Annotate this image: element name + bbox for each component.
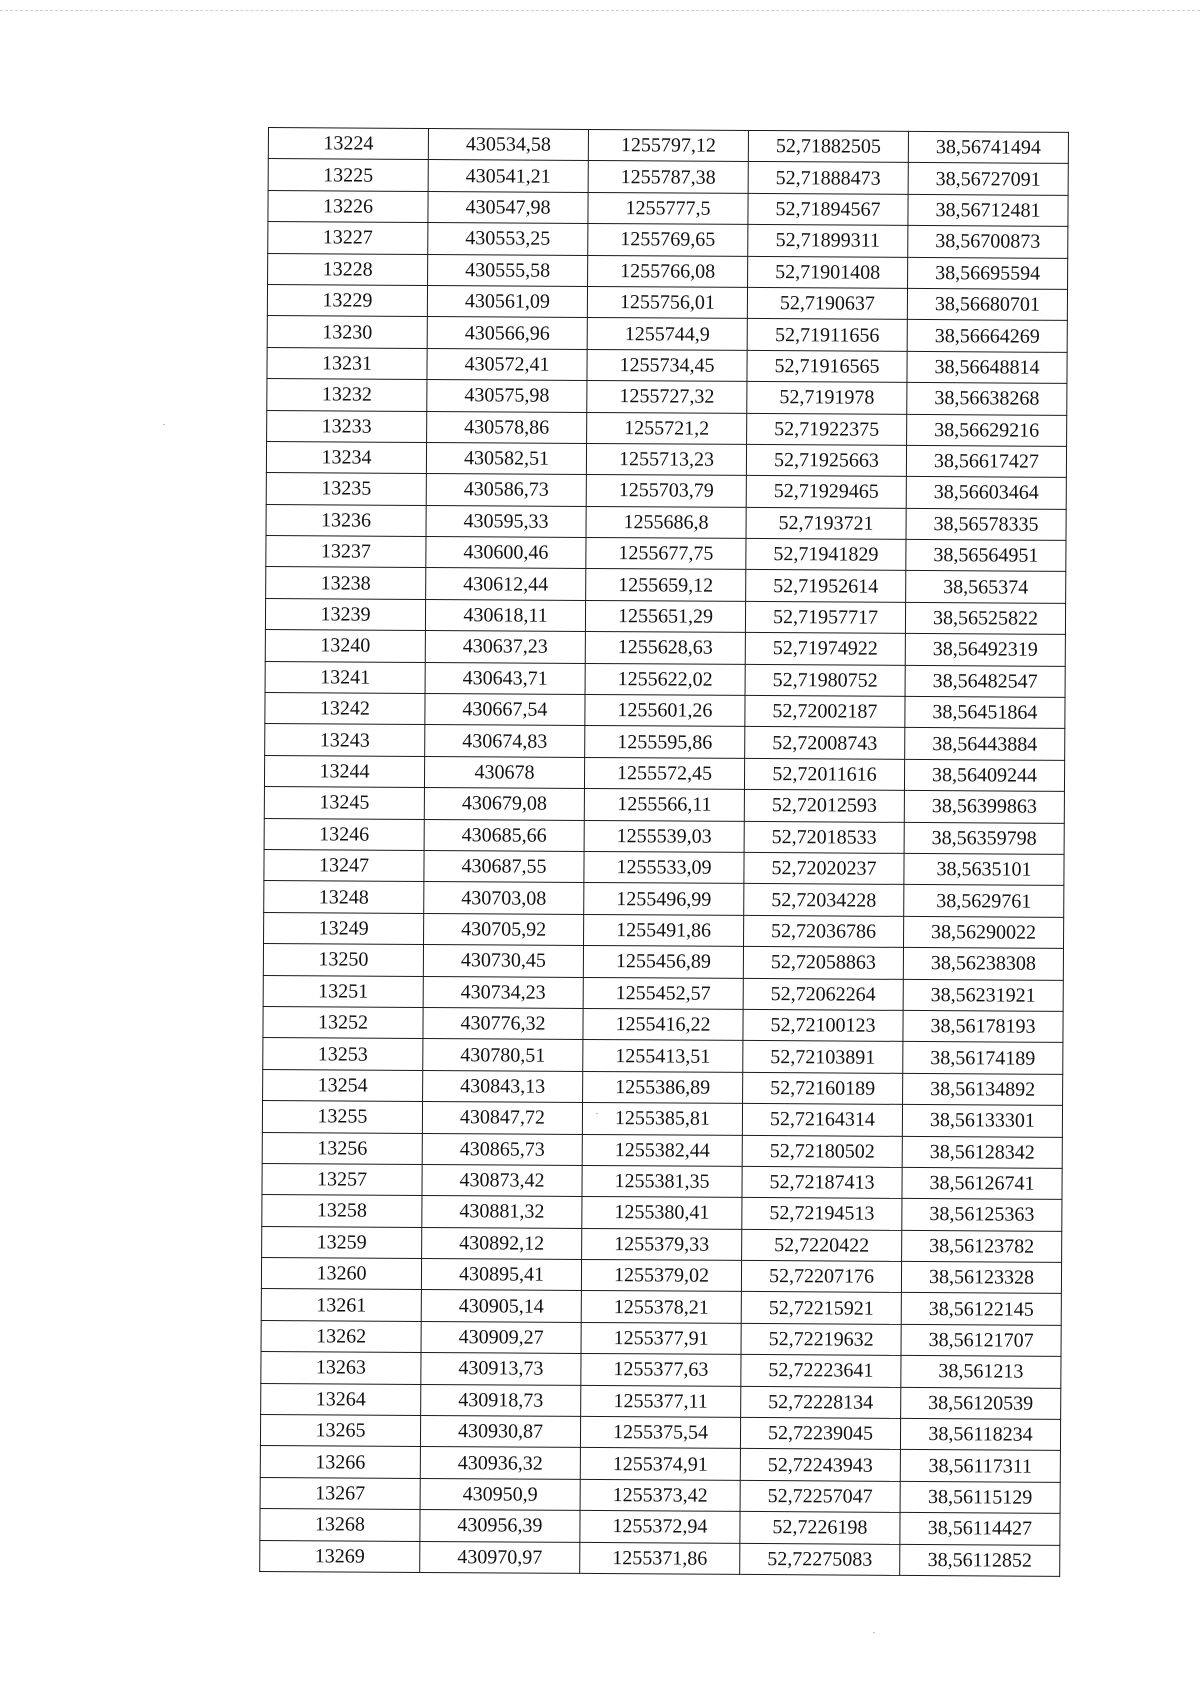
x-coordinate-cell: 430687,55 (424, 850, 584, 882)
x-coordinate-cell: 430667,54 (425, 694, 585, 726)
latitude-cell: 52,72062264 (743, 978, 903, 1010)
latitude-cell: 52,72011616 (744, 758, 904, 790)
table-row (260, 1477, 1060, 1513)
x-coordinate-cell: 430881,32 (422, 1196, 582, 1228)
longitude-cell: 38,56564951 (906, 539, 1066, 571)
point-number-cell: 13233 (267, 410, 427, 442)
latitude-cell: 52,72034228 (744, 884, 904, 916)
x-coordinate-cell: 430678 (424, 756, 584, 788)
point-number-cell: 13230 (267, 316, 427, 348)
point-number-cell: 13238 (266, 567, 426, 599)
y-coordinate-cell: 1255734,45 (587, 349, 747, 381)
y-coordinate-cell: 1255628,63 (585, 632, 745, 664)
y-coordinate-cell: 1255533,09 (584, 851, 744, 883)
table-row (261, 1258, 1061, 1294)
x-coordinate-cell: 430703,08 (424, 882, 584, 914)
point-number-cell: 13252 (263, 1006, 423, 1038)
longitude-cell: 38,56695594 (908, 257, 1068, 289)
latitude-cell: 52,71894567 (748, 193, 908, 225)
latitude-cell: 52,71952614 (746, 570, 906, 602)
x-coordinate-cell: 430637,23 (425, 631, 585, 663)
y-coordinate-cell: 1255622,02 (585, 663, 745, 695)
longitude-cell: 38,56126741 (902, 1167, 1062, 1199)
table-row (265, 598, 1065, 634)
scan-speck (163, 424, 165, 425)
longitude-cell: 38,561213 (901, 1356, 1061, 1388)
table-row (263, 1006, 1063, 1042)
longitude-cell: 38,56134892 (903, 1073, 1063, 1105)
x-coordinate-cell: 430595,33 (426, 505, 586, 537)
point-number-cell: 13237 (266, 536, 426, 568)
latitude-cell: 52,72194513 (742, 1198, 902, 1230)
latitude-cell: 52,71888473 (748, 162, 908, 194)
y-coordinate-cell: 1255381,35 (582, 1165, 742, 1197)
table-row (268, 222, 1068, 258)
point-number-cell: 13244 (264, 755, 424, 787)
y-coordinate-cell: 1255382,44 (582, 1134, 742, 1166)
table-row (262, 1163, 1062, 1199)
table-row (266, 473, 1066, 509)
point-number-cell: 13256 (262, 1132, 422, 1164)
y-coordinate-cell: 1255713,23 (586, 443, 746, 475)
table-row (263, 1069, 1063, 1105)
longitude-cell: 38,56443884 (905, 728, 1065, 760)
y-coordinate-cell: 1255379,33 (582, 1228, 742, 1260)
point-number-cell: 13267 (260, 1477, 420, 1509)
y-coordinate-cell: 1255756,01 (587, 286, 747, 318)
longitude-cell: 38,5635101 (904, 853, 1064, 885)
point-number-cell: 13264 (261, 1383, 421, 1415)
point-number-cell: 13249 (264, 912, 424, 944)
latitude-cell: 52,72100123 (743, 1009, 903, 1041)
point-number-cell: 13231 (267, 347, 427, 379)
y-coordinate-cell: 1255777,5 (588, 192, 748, 224)
y-coordinate-cell: 1255372,94 (580, 1511, 740, 1543)
y-coordinate-cell: 1255787,38 (588, 161, 748, 193)
point-number-cell: 13235 (266, 473, 426, 505)
x-coordinate-cell: 430918,73 (421, 1384, 581, 1416)
y-coordinate-cell: 1255491,86 (584, 914, 744, 946)
y-coordinate-cell: 1255386,89 (583, 1071, 743, 1103)
point-number-cell: 13253 (263, 1038, 423, 1070)
longitude-cell: 38,56133301 (902, 1105, 1062, 1137)
latitude-cell: 52,72223641 (741, 1355, 901, 1387)
table-row (265, 661, 1065, 697)
table-row (261, 1289, 1061, 1325)
table-row (267, 379, 1067, 415)
x-coordinate-cell: 430847,72 (422, 1102, 582, 1134)
point-number-cell: 13234 (266, 441, 426, 473)
longitude-cell: 38,56114427 (900, 1513, 1060, 1545)
table-row (261, 1383, 1061, 1419)
point-number-cell: 13254 (263, 1069, 423, 1101)
latitude-cell: 52,72239045 (740, 1417, 900, 1449)
latitude-cell: 52,71922375 (747, 413, 907, 445)
y-coordinate-cell: 1255377,11 (581, 1385, 741, 1417)
longitude-cell: 38,56712481 (908, 194, 1068, 226)
table-row (264, 912, 1064, 948)
longitude-cell: 38,56128342 (902, 1136, 1062, 1168)
latitude-cell: 52,7190637 (747, 287, 907, 319)
x-coordinate-cell: 430612,44 (426, 568, 586, 600)
latitude-cell: 52,72018533 (744, 821, 904, 853)
x-coordinate-cell: 430873,42 (422, 1164, 582, 1196)
point-number-cell: 13262 (261, 1320, 421, 1352)
longitude-cell: 38,56238308 (903, 948, 1063, 980)
y-coordinate-cell: 1255456,89 (583, 946, 743, 978)
y-coordinate-cell: 1255375,54 (580, 1416, 740, 1448)
point-number-cell: 13241 (265, 661, 425, 693)
table-row (268, 253, 1068, 289)
point-number-cell: 13269 (260, 1540, 420, 1572)
x-coordinate-cell: 430578,86 (427, 411, 587, 443)
scan-speck (596, 1113, 598, 1114)
table-row (267, 410, 1067, 446)
point-number-cell: 13239 (265, 598, 425, 630)
y-coordinate-cell: 1255686,8 (586, 506, 746, 538)
latitude-cell: 52,71901408 (748, 256, 908, 288)
x-coordinate-cell: 430600,46 (426, 537, 586, 569)
y-coordinate-cell: 1255380,41 (582, 1197, 742, 1229)
longitude-cell: 38,56629216 (907, 414, 1067, 446)
point-number-cell: 13248 (264, 881, 424, 913)
latitude-cell: 52,72228134 (741, 1386, 901, 1418)
latitude-cell: 52,72020237 (744, 852, 904, 884)
x-coordinate-cell: 430553,25 (428, 223, 588, 255)
x-coordinate-cell: 430970,97 (420, 1541, 580, 1573)
x-coordinate-cell: 430547,98 (428, 191, 588, 223)
longitude-cell: 38,56120539 (901, 1387, 1061, 1419)
y-coordinate-cell: 1255797,12 (588, 129, 748, 161)
point-number-cell: 13227 (268, 222, 428, 254)
x-coordinate-cell: 430776,32 (423, 1007, 583, 1039)
x-coordinate-cell: 430936,32 (420, 1447, 580, 1479)
x-coordinate-cell: 430865,73 (422, 1133, 582, 1165)
point-number-cell: 13243 (265, 724, 425, 756)
longitude-cell: 38,56123328 (901, 1261, 1061, 1293)
point-number-cell: 13225 (268, 159, 428, 191)
latitude-cell: 52,72180502 (742, 1135, 902, 1167)
longitude-cell: 38,56115129 (900, 1481, 1060, 1513)
x-coordinate-cell: 430780,51 (423, 1039, 583, 1071)
x-coordinate-cell: 430674,83 (425, 725, 585, 757)
y-coordinate-cell: 1255539,03 (584, 820, 744, 852)
point-number-cell: 13268 (260, 1509, 420, 1541)
y-coordinate-cell: 1255651,29 (585, 600, 745, 632)
longitude-cell: 38,56482547 (905, 665, 1065, 697)
longitude-cell: 38,56123782 (902, 1230, 1062, 1262)
coordinates-table (259, 127, 1069, 1577)
longitude-cell: 38,56727091 (908, 163, 1068, 195)
longitude-cell: 38,56603464 (906, 477, 1066, 509)
x-coordinate-cell: 430956,39 (420, 1510, 580, 1542)
latitude-cell: 52,72058863 (743, 947, 903, 979)
x-coordinate-cell: 430930,87 (420, 1415, 580, 1447)
y-coordinate-cell: 1255595,86 (585, 726, 745, 758)
longitude-cell: 38,56121707 (901, 1324, 1061, 1356)
latitude-cell: 52,72012593 (744, 790, 904, 822)
longitude-cell: 38,56178193 (903, 1010, 1063, 1042)
x-coordinate-cell: 430572,41 (427, 348, 587, 380)
scan-speck (873, 1632, 875, 1633)
table-row (264, 787, 1064, 823)
latitude-cell: 52,72160189 (743, 1072, 903, 1104)
table-row (260, 1414, 1060, 1450)
table-row (260, 1540, 1060, 1576)
table-row (260, 1509, 1060, 1545)
table-row (267, 316, 1067, 352)
y-coordinate-cell: 1255677,75 (586, 538, 746, 570)
y-coordinate-cell: 1255572,45 (584, 757, 744, 789)
table-row (262, 1226, 1062, 1262)
point-number-cell: 13263 (261, 1352, 421, 1384)
y-coordinate-cell: 1255377,91 (581, 1322, 741, 1354)
latitude-cell: 52,71929465 (746, 476, 906, 508)
table-row (264, 881, 1064, 917)
point-number-cell: 13250 (263, 944, 423, 976)
longitude-cell: 38,56492319 (905, 634, 1065, 666)
y-coordinate-cell: 1255496,99 (584, 883, 744, 915)
y-coordinate-cell: 1255766,08 (588, 255, 748, 287)
x-coordinate-cell: 430905,14 (421, 1290, 581, 1322)
table-row (266, 504, 1066, 540)
latitude-cell: 52,71882505 (748, 130, 908, 162)
table-row (264, 849, 1064, 885)
y-coordinate-cell: 1255566,11 (584, 789, 744, 821)
point-number-cell: 13257 (262, 1163, 422, 1195)
point-number-cell: 13260 (261, 1258, 421, 1290)
x-coordinate-cell: 430913,73 (421, 1353, 581, 1385)
x-coordinate-cell: 430705,92 (424, 913, 584, 945)
latitude-cell: 52,7191978 (747, 382, 907, 414)
y-coordinate-cell: 1255601,26 (585, 694, 745, 726)
longitude-cell: 38,56648814 (907, 351, 1067, 383)
x-coordinate-cell: 430734,23 (423, 976, 583, 1008)
point-number-cell: 13265 (260, 1414, 420, 1446)
latitude-cell: 52,72243943 (740, 1449, 900, 1481)
table-row (263, 975, 1063, 1011)
point-number-cell: 13242 (265, 693, 425, 725)
latitude-cell: 52,72257047 (740, 1480, 900, 1512)
longitude-cell: 38,56118234 (900, 1418, 1060, 1450)
longitude-cell: 38,56525822 (905, 602, 1065, 634)
y-coordinate-cell: 1255721,2 (587, 412, 747, 444)
y-coordinate-cell: 1255769,65 (588, 224, 748, 256)
latitude-cell: 52,7220422 (742, 1229, 902, 1261)
longitude-cell: 38,56617427 (906, 445, 1066, 477)
longitude-cell: 38,56700873 (908, 226, 1068, 258)
latitude-cell: 52,7193721 (746, 507, 906, 539)
table-row (266, 441, 1066, 477)
latitude-cell: 52,72036786 (744, 915, 904, 947)
longitude-cell: 38,56741494 (908, 131, 1068, 163)
y-coordinate-cell: 1255452,57 (583, 977, 743, 1009)
x-coordinate-cell: 430643,71 (425, 662, 585, 694)
longitude-cell: 38,5629761 (904, 885, 1064, 917)
y-coordinate-cell: 1255727,32 (587, 381, 747, 413)
table-row (262, 1101, 1062, 1137)
longitude-cell: 38,56680701 (907, 288, 1067, 320)
y-coordinate-cell: 1255416,22 (583, 1008, 743, 1040)
point-number-cell: 13226 (268, 190, 428, 222)
point-number-cell: 13229 (267, 284, 427, 316)
table-row (264, 755, 1064, 791)
point-number-cell: 13266 (260, 1446, 420, 1478)
latitude-cell: 52,71941829 (746, 539, 906, 571)
x-coordinate-cell: 430541,21 (428, 160, 588, 192)
point-number-cell: 13246 (264, 818, 424, 850)
longitude-cell: 38,56125363 (902, 1199, 1062, 1231)
latitude-cell: 52,71911656 (747, 319, 907, 351)
longitude-cell: 38,56578335 (906, 508, 1066, 540)
table-row (263, 944, 1063, 980)
x-coordinate-cell: 430566,96 (427, 317, 587, 349)
x-coordinate-cell: 430555,58 (428, 254, 588, 286)
point-number-cell: 13236 (266, 504, 426, 536)
y-coordinate-cell: 1255744,9 (587, 318, 747, 350)
table-row (266, 536, 1066, 572)
table-row (262, 1132, 1062, 1168)
longitude-cell: 38,56174189 (903, 1042, 1063, 1074)
longitude-cell: 38,56231921 (903, 979, 1063, 1011)
table-row (268, 159, 1068, 195)
longitude-cell: 38,56117311 (900, 1450, 1060, 1482)
y-coordinate-cell: 1255385,81 (582, 1103, 742, 1135)
latitude-cell: 52,72164314 (742, 1104, 902, 1136)
latitude-cell: 52,71916565 (747, 350, 907, 382)
longitude-cell: 38,56664269 (907, 320, 1067, 352)
latitude-cell: 52,72215921 (741, 1292, 901, 1324)
table-row (266, 567, 1066, 603)
longitude-cell: 38,56122145 (901, 1293, 1061, 1325)
latitude-cell: 52,72207176 (741, 1260, 901, 1292)
y-coordinate-cell: 1255378,21 (581, 1291, 741, 1323)
point-number-cell: 13255 (262, 1101, 422, 1133)
y-coordinate-cell: 1255371,86 (580, 1542, 740, 1574)
table-row (268, 128, 1068, 164)
point-number-cell: 13261 (261, 1289, 421, 1321)
longitude-cell: 38,56409244 (904, 759, 1064, 791)
table-row (265, 630, 1065, 666)
x-coordinate-cell: 430575,98 (427, 380, 587, 412)
point-number-cell: 13247 (264, 849, 424, 881)
longitude-cell: 38,56638268 (907, 383, 1067, 415)
latitude-cell: 52,72187413 (742, 1166, 902, 1198)
latitude-cell: 52,72219632 (741, 1323, 901, 1355)
table-row (261, 1320, 1061, 1356)
latitude-cell: 52,71980752 (745, 664, 905, 696)
x-coordinate-cell: 430892,12 (422, 1227, 582, 1259)
y-coordinate-cell: 1255379,02 (581, 1259, 741, 1291)
point-number-cell: 13228 (268, 253, 428, 285)
latitude-cell: 52,72103891 (743, 1041, 903, 1073)
point-number-cell: 13259 (262, 1226, 422, 1258)
longitude-cell: 38,56112852 (900, 1544, 1060, 1576)
longitude-cell: 38,56451864 (905, 696, 1065, 728)
x-coordinate-cell: 430895,41 (421, 1259, 581, 1291)
table-row (267, 347, 1067, 383)
x-coordinate-cell: 430561,09 (427, 285, 587, 317)
latitude-cell: 52,72002187 (745, 695, 905, 727)
x-coordinate-cell: 430909,27 (421, 1321, 581, 1353)
latitude-cell: 52,71899311 (748, 225, 908, 257)
point-number-cell: 13240 (265, 630, 425, 662)
table-row (263, 1038, 1063, 1074)
x-coordinate-cell: 430679,08 (424, 788, 584, 820)
x-coordinate-cell: 430618,11 (425, 599, 585, 631)
table-row (261, 1352, 1061, 1388)
scan-top-edge (0, 10, 1200, 11)
x-coordinate-cell: 430730,45 (423, 945, 583, 977)
longitude-cell: 38,56359798 (904, 822, 1064, 854)
x-coordinate-cell: 430950,9 (420, 1478, 580, 1510)
x-coordinate-cell: 430685,66 (424, 819, 584, 851)
table-row (260, 1446, 1060, 1482)
longitude-cell: 38,56399863 (904, 791, 1064, 823)
y-coordinate-cell: 1255374,91 (580, 1448, 740, 1480)
table-row (262, 1195, 1062, 1231)
x-coordinate-cell: 430534,58 (428, 128, 588, 160)
point-number-cell: 13251 (263, 975, 423, 1007)
x-coordinate-cell: 430843,13 (423, 1070, 583, 1102)
latitude-cell: 52,72275083 (740, 1543, 900, 1575)
y-coordinate-cell: 1255377,63 (581, 1354, 741, 1386)
y-coordinate-cell: 1255373,42 (580, 1479, 740, 1511)
table-row (268, 190, 1068, 226)
point-number-cell: 13224 (268, 128, 428, 160)
y-coordinate-cell: 1255413,51 (583, 1040, 743, 1072)
latitude-cell: 52,71974922 (745, 633, 905, 665)
coordinates-table-body (260, 128, 1069, 1577)
y-coordinate-cell: 1255659,12 (586, 569, 746, 601)
latitude-cell: 52,72008743 (745, 727, 905, 759)
table-row (265, 724, 1065, 760)
point-number-cell: 13245 (264, 787, 424, 819)
table-row (267, 284, 1067, 320)
point-number-cell: 13232 (267, 379, 427, 411)
longitude-cell: 38,565374 (906, 571, 1066, 603)
y-coordinate-cell: 1255703,79 (586, 475, 746, 507)
latitude-cell: 52,7226198 (740, 1512, 900, 1544)
x-coordinate-cell: 430586,73 (426, 474, 586, 506)
longitude-cell: 38,56290022 (903, 916, 1063, 948)
latitude-cell: 52,71925663 (746, 444, 906, 476)
table-row (265, 693, 1065, 729)
point-number-cell: 13258 (262, 1195, 422, 1227)
x-coordinate-cell: 430582,51 (426, 442, 586, 474)
latitude-cell: 52,71957717 (745, 601, 905, 633)
table-row (264, 818, 1064, 854)
